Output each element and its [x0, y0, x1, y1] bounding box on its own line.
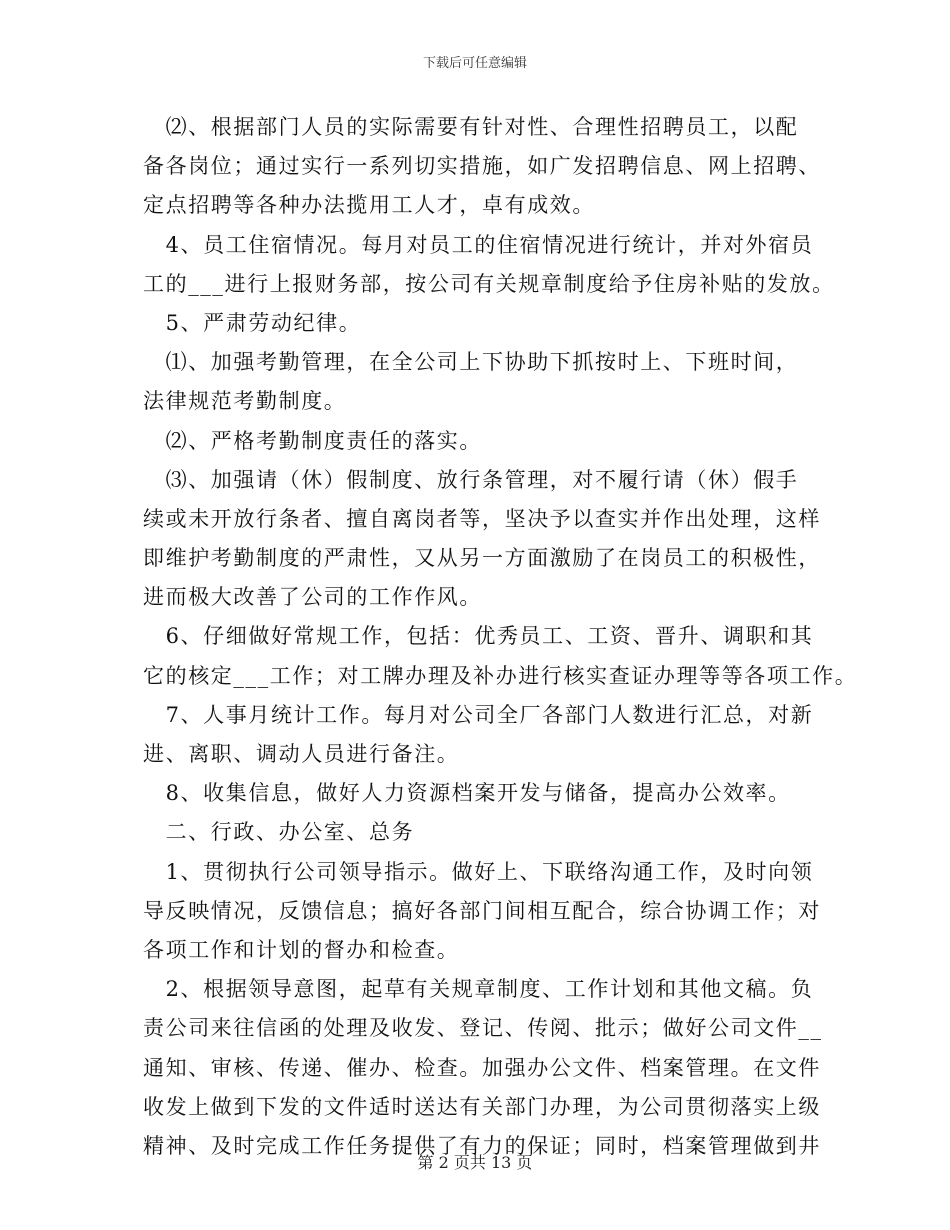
text-line: 定点招聘等各种办法揽用工人才，卓有成效。	[143, 193, 595, 218]
text-line: 6、仔细做好常规工作，包括：优秀员工、工资、晋升、调职和其	[143, 624, 814, 649]
text-line: 精神、及时完成工作任务提供了有力的保证；同时，档案管理做到井	[143, 1133, 821, 1158]
text-line: ⑴、加强考勤管理，在全公司上下协助下抓按时上、下班时间，	[143, 350, 799, 375]
text-line: 通知、审核、传递、催办、检查。加强办公文件、档案管理。在文件	[143, 1055, 821, 1080]
text-line: 备各岗位；通过实行一系列切实措施，如广发招聘信息、网上招聘、	[143, 154, 821, 179]
text-line: 即维护考勤制度的严肃性，又从另一方面激励了在岗员工的积极性，	[143, 546, 821, 571]
text-line: 进而极大改善了公司的工作作风。	[143, 585, 482, 610]
text-line: 4、员工住宿情况。每月对员工的住宿情况进行统计，并对外宿员	[143, 232, 814, 257]
text-line: 各项工作和计划的督办和检查。	[143, 937, 460, 962]
text-line: 法律规范考勤制度。	[143, 389, 347, 414]
text-line: 7、人事月统计工作。每月对公司全厂各部门人数进行汇总，对新	[143, 702, 814, 727]
text-line: 1、贯彻执行公司领导指示。做好上、下联络沟通工作，及时向领	[143, 859, 814, 884]
text-line: 导反映情况，反馈信息；搞好各部门间相互配合，综合协调工作；对	[143, 898, 821, 923]
text-line: 它的核定___工作；对工牌办理及补办进行核实查证办理等等各项工作。	[143, 663, 858, 688]
text-line: ⑵、严格考勤制度责任的落实。	[143, 428, 482, 453]
text-line: ⑵、根据部门人员的实际需要有针对性、合理性招聘员工，以配	[143, 115, 799, 139]
text-line: 续或未开放行条者、擅自离岗者等，坚决予以查实并作出处理，这样	[143, 506, 821, 531]
text-line: 8、收集信息，做好人力资源档案开发与储备，提高办公效率。	[143, 781, 791, 806]
text-line: 二、行政、办公室、总务	[143, 820, 415, 845]
page-footer: 第 2 页共 13 页	[417, 1153, 533, 1172]
text-line: 工的___进行上报财务部，按公司有关规章制度给予住房补贴的发放。	[143, 271, 835, 296]
text-line: 5、严肃劳动纪律。	[143, 310, 362, 335]
text-line: 收发上做到下发的文件适时送达有关部门办理，为公司贯彻落实上级	[143, 1094, 821, 1119]
page-header: 下载后可任意编辑	[422, 56, 527, 71]
document-body	[143, 108, 858, 1166]
text-line: 2、根据领导意图，起草有关规章制度、工作计划和其他文稿。负	[143, 977, 814, 1002]
text-line: 进、离职、调动人员进行备注。	[143, 742, 460, 766]
text-line: ⑶、加强请（休）假制度、放行条管理，对不履行请（休）假手	[143, 467, 799, 492]
text-line: 责公司来往信函的处理及收发、登记、传阅、批示；做好公司文件__	[143, 1016, 823, 1041]
